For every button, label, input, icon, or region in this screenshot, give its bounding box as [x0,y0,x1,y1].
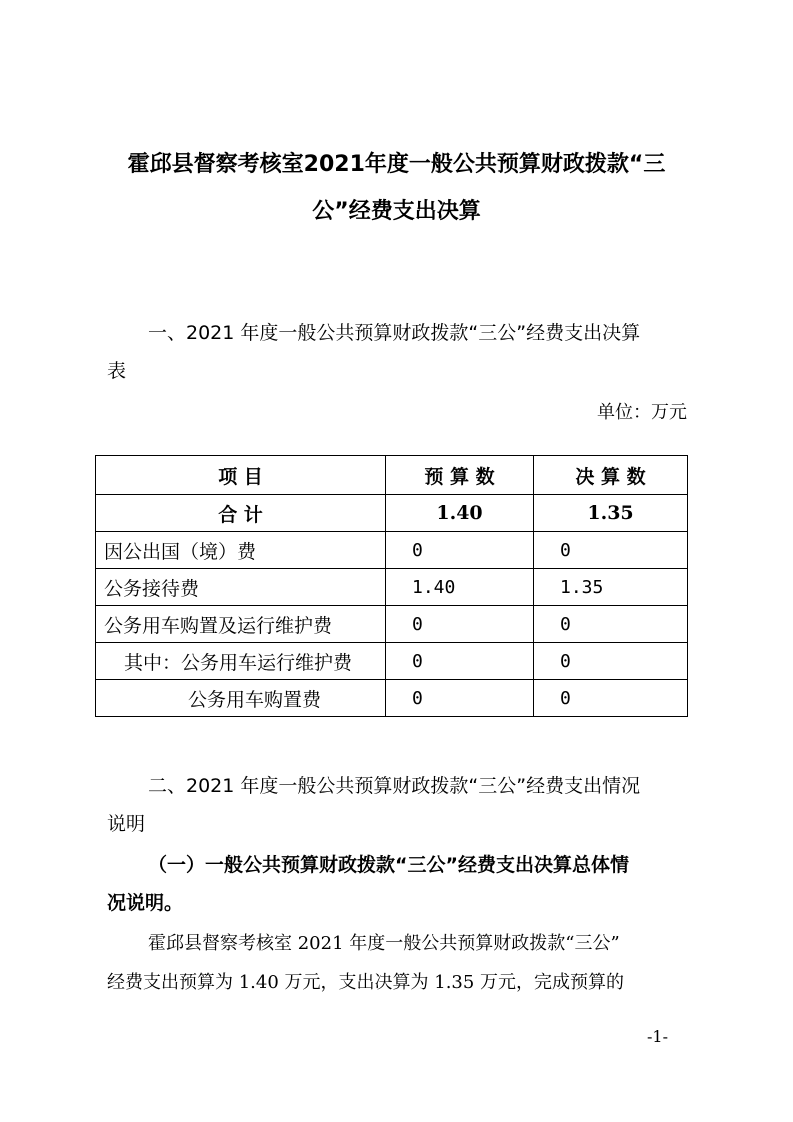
table-row [96,532,688,569]
row-actual: 0 [534,532,688,569]
total-budget: 1.40 [386,495,534,532]
row-actual: 1.35 [534,569,688,606]
section1-heading: 一、2021 年度一般公共预算财政拨款“三公”经费支出决算 [148,322,641,344]
table-row [96,680,688,717]
row-budget: 0 [386,680,534,717]
subsection-heading: （一）一般公共预算财政拨款“三公”经费支出决算总体情 [148,854,629,876]
paragraph-line: 霍邱县督察考核室 2021 年度一般公共预算财政拨款“三公” [148,933,620,954]
header-item: 项 目 [96,456,386,495]
table-row [96,643,688,680]
total-label: 合 计 [96,495,386,532]
section1-heading-cont: 表 [107,360,127,382]
row-label: 其中：公务用车运行维护费 [96,643,386,680]
section2-heading: 二、2021 年度一般公共预算财政拨款“三公”经费支出情况 [148,775,641,797]
subsection-heading-cont: 况说明。 [107,892,184,914]
page-number: -1- [647,1027,668,1046]
row-actual: 0 [534,606,688,643]
row-actual: 0 [534,680,688,717]
total-actual: 1.35 [534,495,688,532]
row-budget: 0 [386,643,534,680]
table-row [96,569,688,606]
row-label: 公务用车购置费 [96,680,386,717]
row-actual: 0 [534,643,688,680]
header-actual: 决 算 数 [534,456,688,495]
paragraph-line: 经费支出预算为 1.40 万元，支出决算为 1.35 万元，完成预算的 [107,972,625,993]
row-label: 公务用车购置及运行维护费 [96,606,386,643]
row-budget: 0 [386,606,534,643]
table-row [96,606,688,643]
document-title-line1: 霍邱县督察考核室2021年度一般公共预算财政拨款“三 [127,152,666,177]
three-public-expenses-table [95,455,688,717]
row-budget: 0 [386,532,534,569]
document-title-line2: 公”经费支出决算 [312,199,481,224]
header-budget: 预 算 数 [386,456,534,495]
table-total-row [96,495,688,532]
row-label: 公务接待费 [96,569,386,606]
section2-heading-cont: 说明 [107,813,146,835]
table-header-row [96,456,688,495]
unit-label: 单位：万元 [597,402,687,423]
row-label: 因公出国（境）费 [96,532,386,569]
row-budget: 1.40 [386,569,534,606]
